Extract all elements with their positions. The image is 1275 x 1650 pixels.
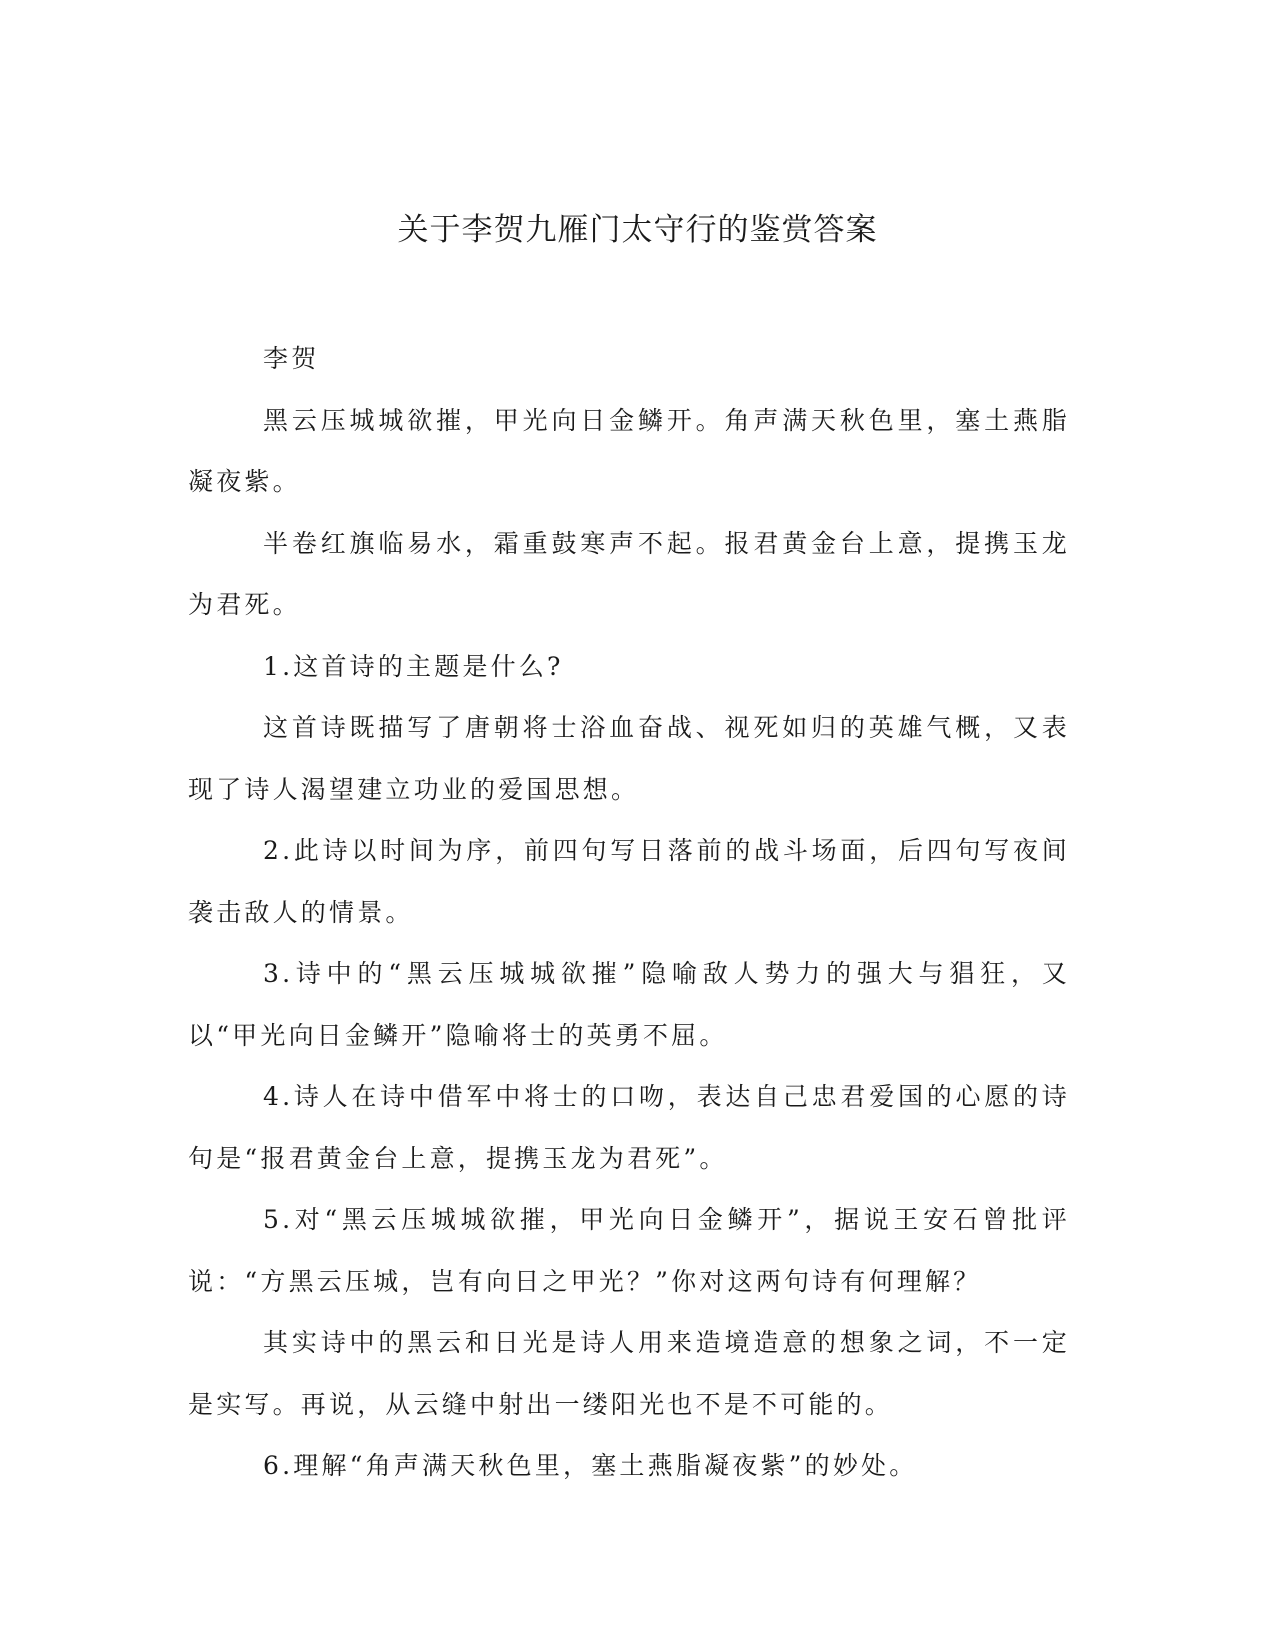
document-title: 关于李贺九雁门太守行的鉴赏答案 [397, 212, 878, 248]
question-2: 2.此诗以时间为序，前四句写日落前的战斗场面，后四句写夜间袭击敌人的情景。 [188, 836, 1070, 927]
question-3: 3.诗中的“黑云压城城欲摧”隐喻敌人势力的强大与猖狂，又以“甲光向日金鳞开”隐喻将士的英勇不屈。 [188, 959, 1070, 1050]
poem-stanza-1: 黑云压城城欲摧，甲光向日金鳞开。角声满天秋色里，塞土燕脂凝夜紫。 [188, 405, 1070, 496]
question-5: 5.对“黑云压城城欲摧，甲光向日金鳞开”，据说王安石曾批评说：“方黑云压城，岂有向日之甲光？”你对这两句诗有何理解？ [188, 1205, 1070, 1296]
answer-1: 这首诗既描写了唐朝将士浴血奋战、视死如归的英雄气概，又表现了诗人渴望建立功业的爱国思想。 [188, 713, 1070, 804]
question-6: 6.理解“角声满天秋色里，塞土燕脂凝夜紫”的妙处。 [263, 1451, 918, 1480]
document-body [188, 328, 1070, 1497]
question-1: 1.这首诗的主题是什么? [263, 651, 564, 681]
question-4: 4.诗人在诗中借军中将士的口吻，表达自己忠君爱国的心愿的诗句是“报君黄金台上意，提携玉龙为君死”。 [188, 1082, 1070, 1173]
author-line: 李贺 [263, 344, 320, 373]
poem-stanza-2: 半卷红旗临易水，霜重鼓寒声不起。报君黄金台上意，提携玉龙为君死。 [188, 528, 1070, 619]
answer-5: 其实诗中的黑云和日光是诗人用来造境造意的想象之词，不一定是实写。再说，从云缝中射出一缕阳光也不是不可能的。 [188, 1328, 1070, 1419]
